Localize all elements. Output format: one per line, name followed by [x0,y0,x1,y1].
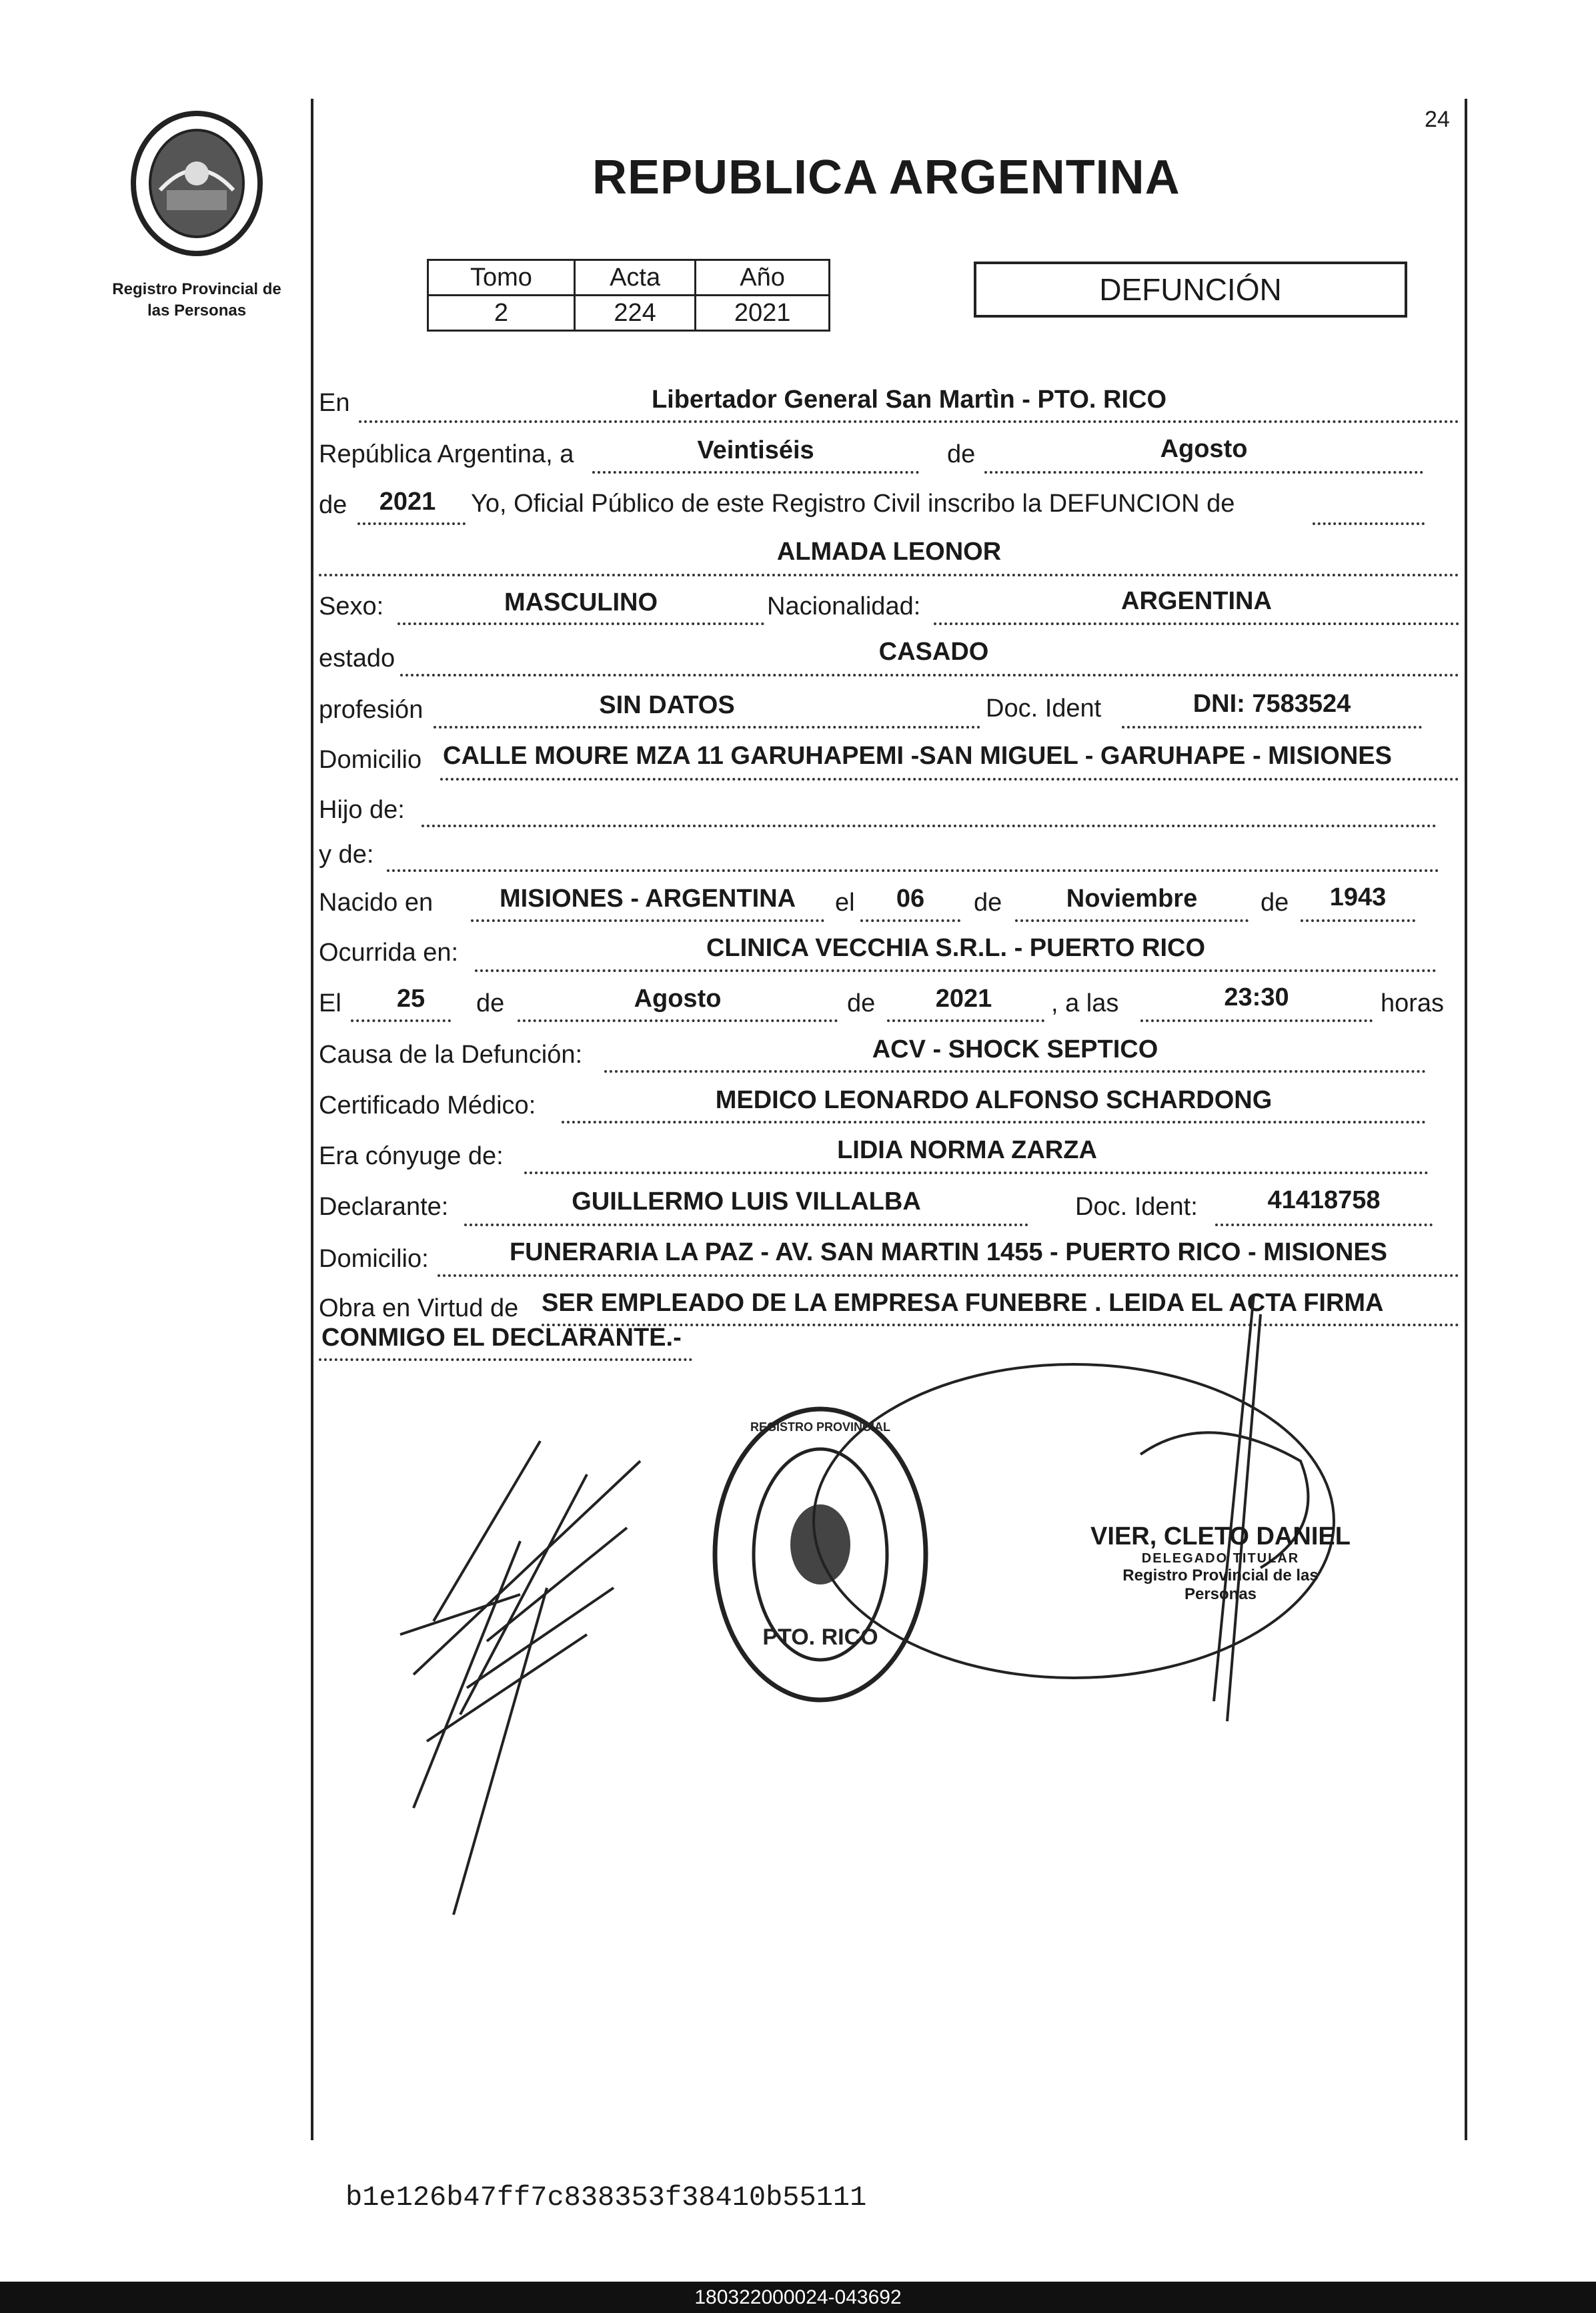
doc-label: Doc. Ident [986,695,1102,723]
en-label: En [319,389,350,417]
record-table [427,259,830,332]
doc2-label: Doc. Ident: [1075,1193,1198,1221]
profesion-value: SIN DATOS [599,691,735,719]
dia-value: Veintiséis [697,436,814,464]
declarante-label: Declarante: [319,1193,449,1221]
declarante-value: GUILLERMO LUIS VILLALBA [572,1188,921,1216]
nac-dia: 06 [896,885,925,913]
de-label-6: de [847,989,876,1017]
record-value-anio: 2021 [696,296,830,331]
de-label-3: de [974,889,1002,917]
page-number: 24 [1425,107,1450,132]
record-header-anio: Año [696,260,830,296]
anio-value: 2021 [379,488,436,516]
def-mes: Agosto [634,985,722,1013]
record-value-acta: 224 [574,296,695,331]
deceased-name: ALMADA LEONOR [776,538,1002,566]
svg-text:REGISTRO PROVINCIAL: REGISTRO PROVINCIAL [750,1420,891,1434]
el2-label: El [319,989,341,1017]
sexo-value: MASCULINO [504,588,658,616]
registry-label-line2: las Personas [147,302,247,320]
right-margin-line [1465,99,1467,2140]
estado-label: estado [319,644,395,672]
ocurrida-value: CLINICA VECCHIA S.R.L. - PUERTO RICO [706,934,1206,962]
horas-label: horas [1381,989,1445,1017]
nac-anio: 1943 [1329,883,1387,911]
def-dia: 25 [396,985,426,1013]
def-anio: 2021 [935,985,992,1013]
de-label-4: de [1261,889,1289,917]
republica-label: República Argentina, a [319,440,574,468]
registry-label-line1: Registro Provincial de [112,280,281,298]
domicilio-label: Domicilio [319,746,422,774]
record-header-acta: Acta [574,260,695,296]
doc-value: DNI: 7583524 [1192,690,1351,718]
causa-value: ACV - SHOCK SEPTICO [872,1035,1158,1063]
de-label-2: de [319,491,347,519]
nacido-value: MISIONES - ARGENTINA [499,885,796,913]
causa-label: Causa de la Defunción: [319,1041,583,1069]
obra-value-2: CONMIGO EL DECLARANTE.- [321,1324,682,1352]
doc2-value: 41418758 [1267,1186,1381,1214]
left-margin-line [311,99,313,2140]
page-title: REPUBLICA ARGENTINA [592,151,1180,204]
province-seal [120,110,273,264]
barcode-text: 180322000024-043692 [694,2286,902,2308]
domicilio-value: CALLE MOURE MZA 11 GARUHAPEMI -SAN MIGUEL - GARUHAPE - MISIONES [443,742,1392,770]
nac-mes: Noviembre [1066,885,1198,913]
nacionalidad-label: Nacionalidad: [767,592,921,620]
yde-label: y de: [319,841,374,869]
record-value-tomo: 2 [428,296,575,331]
nacionalidad-value: ARGENTINA [1121,587,1272,615]
certificado-label: Certificado Médico: [319,1091,536,1119]
hijo-fill [422,793,1437,827]
declarant-signature [387,1434,667,1928]
alas-label: , a las [1051,989,1119,1017]
record-header-tomo: Tomo [428,260,575,296]
domicilio2-value: FUNERARIA LA PAZ - AV. SAN MARTIN 1455 - PUERTO RICO - MISIONES [509,1238,1388,1266]
obra-value-1: SER EMPLEADO DE LA EMPRESA FUNEBRE . LEIDA EL ACTA FIRMA [542,1289,1384,1317]
yde-fill [387,837,1439,872]
official-name: VIER, CLETO DANIEL [1090,1522,1351,1550]
official-role: DELEGADO TITULAR [1141,1551,1300,1566]
def-hora: 23:30 [1224,983,1289,1011]
de-label: de [947,440,976,468]
document-hash: b1e126b47ff7c838353f38410b55111 [345,2182,867,2214]
mes-value: Agosto [1160,435,1248,463]
sexo-label: Sexo: [319,592,384,620]
conyuge-value: LIDIA NORMA ZARZA [837,1136,1097,1164]
profesion-label: profesión [319,696,424,724]
record-type: DEFUNCIÓN [1099,272,1282,307]
conyuge-label: Era cónyuge de: [319,1142,504,1170]
estado-value: CASADO [878,638,989,666]
svg-text:PTO. RICO: PTO. RICO [762,1625,878,1650]
de-label-5: de [476,989,505,1017]
oficial-tail-fill [1313,490,1425,525]
el-label: el [835,889,855,917]
oficial-text: Yo, Oficial Público de este Registro Civil inscribo la DEFUNCION de [471,490,1235,518]
barcode-strip [0,2282,1596,2313]
en-value: Libertador General San Martìn - PTO. RICO [651,386,1167,414]
domicilio2-label: Domicilio: [319,1245,429,1273]
official-office: Registro Provincial de las Personas [1122,1566,1319,1603]
nacido-label: Nacido en [319,889,434,917]
hijo-label: Hijo de: [319,796,405,824]
record-type-box [974,262,1407,318]
obra-label: Obra en Virtud de [319,1294,519,1322]
ocurrida-label: Ocurrida en: [319,939,459,967]
certificado-value: MEDICO LEONARDO ALFONSO SCHARDONG [715,1086,1273,1114]
